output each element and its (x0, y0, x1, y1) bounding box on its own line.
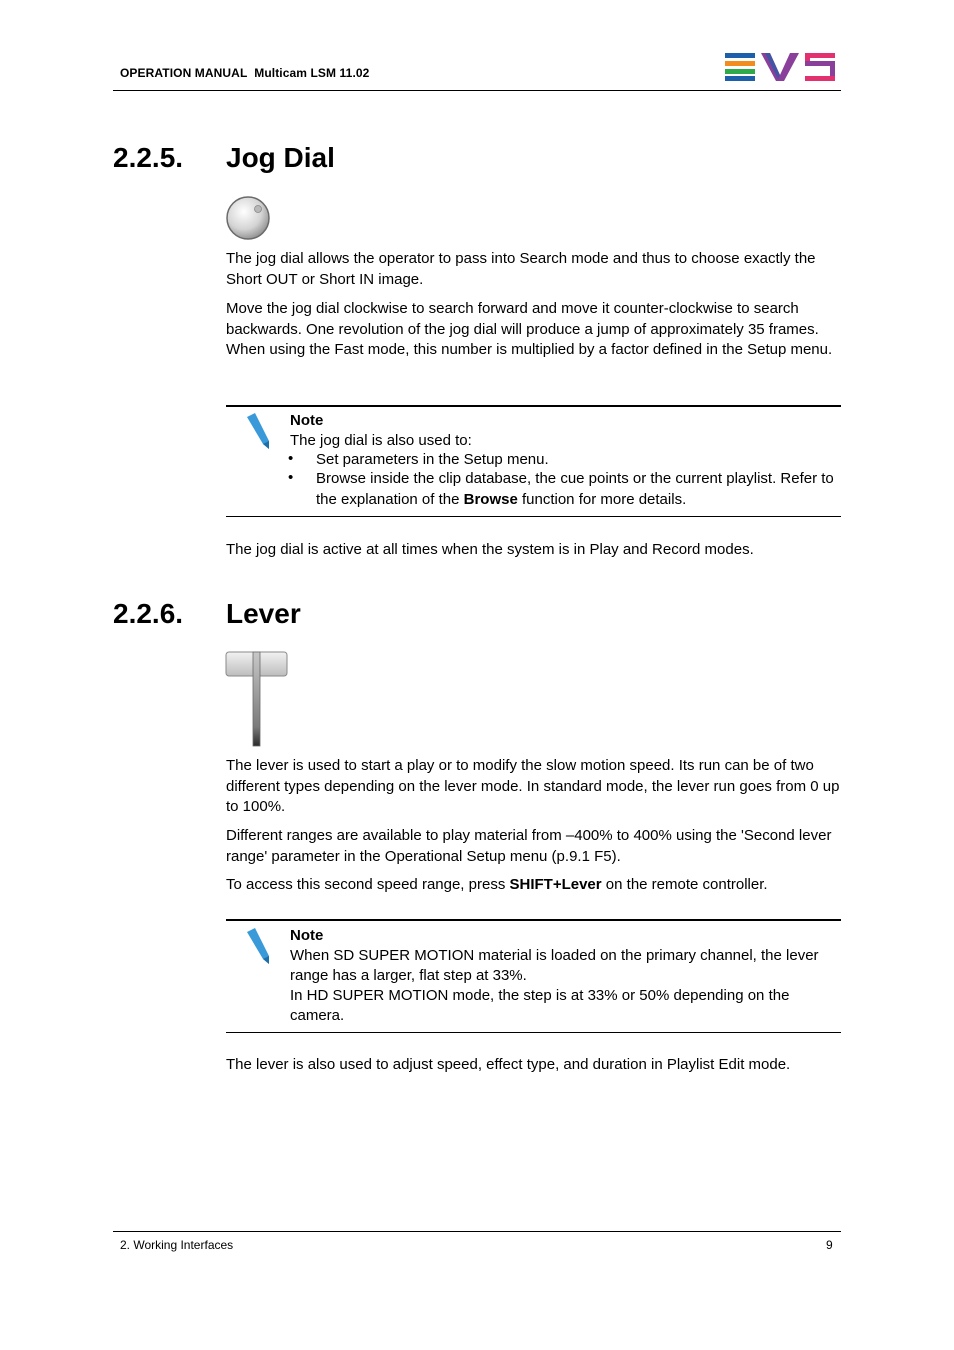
browse-keyword: Browse (463, 490, 518, 508)
header-rule (113, 90, 841, 91)
note-pencil-icon (243, 926, 273, 966)
bullet-text-tail: function for more details. (521, 490, 687, 508)
product-name: Multicam LSM 11.02 (254, 66, 370, 80)
document-header (120, 66, 369, 80)
note-top-rule (226, 919, 841, 921)
footer-rule (113, 1231, 841, 1232)
lever-playlist-text: The lever is also used to adjust speed, effect type, and duration in Playlist Edit mode. (226, 1056, 791, 1073)
bullet-marker: • (288, 469, 294, 486)
bullet-text: Browse inside the clip database, the cue points or the current playlist. Refer to the explanation of the (316, 470, 834, 508)
jog-dial-active-text: The jog dial is active at all times when the system is in Play and Record modes. (226, 541, 754, 558)
jog-dial-description: Move the jog dial clockwise to search forward and move it counter-clockwise to search backwards. One revolution of the jog dial will produce a jump of approximately 35 frames. When using the Fast mode, this number is multiplied by a factor defined in the Setup menu. (226, 300, 833, 358)
note-hd-super-motion: In HD SUPER MOTION mode, the step is at 33% or 50% depending on the camera. (290, 987, 790, 1024)
section-number: 2.2.5. (113, 142, 184, 173)
manual-title: OPERATION MANUAL (120, 66, 248, 80)
note-label: Note (290, 412, 324, 429)
shift-lever-keyword: SHIFT+Lever (509, 876, 602, 893)
note-bullet-item: Set parameters in the Setup menu. (316, 451, 549, 468)
text-run: on the remote controller. (605, 876, 768, 893)
page-number: 9 (826, 1238, 833, 1252)
note-sd-super-motion: When SD SUPER MOTION material is loaded on the primary channel, the lever range has a larger, flat step at 33%. (290, 947, 819, 984)
note-bottom-rule (226, 516, 841, 517)
note-label: Note (290, 927, 324, 944)
lever-ranges: Different ranges are available to play material from –400% to 400% using the 'Second lever range' parameter in the Operational Setup menu (p.9.1 F5). (226, 827, 832, 865)
note-top-rule (226, 405, 841, 407)
section-number: 2.2.6. (113, 598, 184, 629)
section-title: Jog Dial (226, 142, 335, 173)
note-intro: The jog dial is also used to: (290, 432, 472, 449)
text-run: To access this second speed range, press (226, 876, 506, 893)
evs-logo (725, 53, 835, 81)
note-bullet-item (316, 469, 841, 510)
note-bottom-rule (226, 1032, 841, 1033)
jog-dial-icon (225, 195, 271, 241)
footer-chapter: 2. Working Interfaces (120, 1238, 234, 1252)
section-title: Lever (226, 598, 301, 629)
lever-icon (225, 651, 289, 747)
bullet-marker: • (288, 450, 294, 467)
lever-shift-text (226, 875, 841, 896)
note-pencil-icon (243, 411, 273, 451)
lever-intro: The lever is used to start a play or to modify the slow motion speed. Its run can be of two different types depending on the lever mode. In standard mode, the lever run goes from 0 up to 100%. (226, 757, 840, 815)
jog-dial-intro: The jog dial allows the operator to pass into Search mode and thus to choose exactly the Short OUT or Short IN image. (226, 250, 816, 288)
